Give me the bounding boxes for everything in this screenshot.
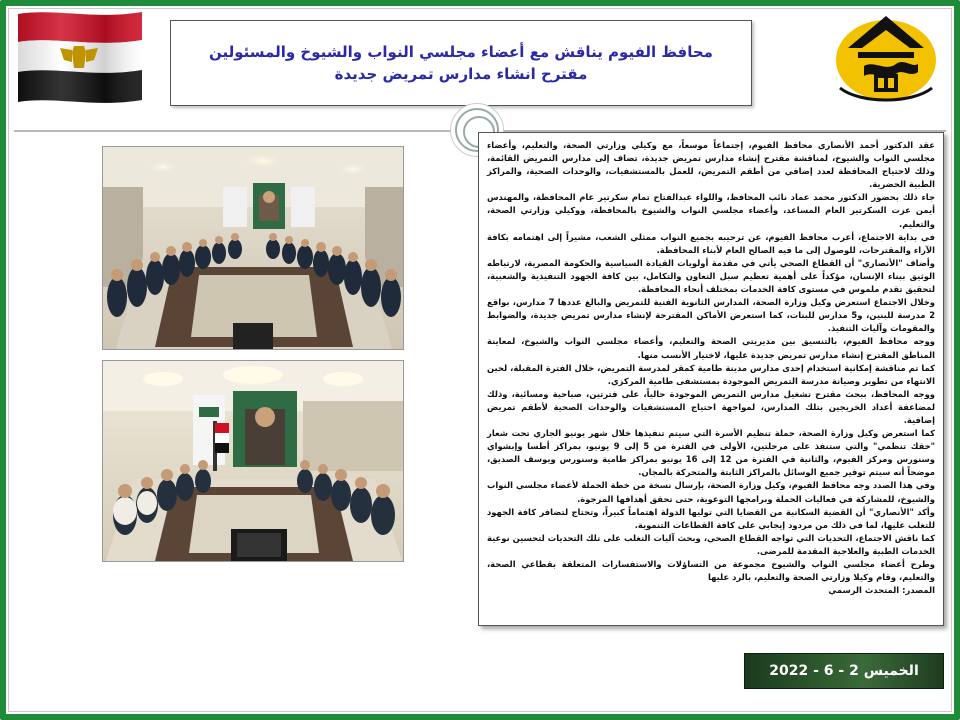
article-paragraph: وطرح أعضاء مجلسي النواب والشيوخ مجموعة من التساؤلات والاستفسارات المتعلقة بقطاعي الصحة، والتعليم، وقام وكيلا وزارتي الصحة والتعليم، بالرد عليها bbox=[487, 559, 935, 583]
meeting-photo-2 bbox=[102, 360, 404, 562]
publication-date: الخميس 2 - 6 - 2022 bbox=[769, 663, 919, 679]
article-paragraph: عقد الدكتور أحمد الأنصاري محافظ الفيوم، إجتماعاً موسعاً، مع وكيلي وزارتي الصحة، والتعليم، وأعضاء مجلسي النواب والشيوخ، لمناقشة مقترح إنشاء مدارس تمريض جديدة، تضاف إلى مدارس التمريض القائمة، وذلك لاحتياج المحافظة لعدد إضافي من أطقم التمريض، للعمل بالمستشفيات، والوحدات الصحية، والمراكز الطبية الحضرية. bbox=[487, 140, 935, 190]
date-bar bbox=[744, 653, 944, 689]
egypt-flag-icon bbox=[14, 8, 146, 104]
article-paragraph: في بداية الاجتماع، أعرب محافظ الفيوم، عن ترحيبه بجميع النواب ممثلي الشعب، مشيراً إلى اهتمامه بكافة الآراء والمقترحات، للوصول إلى ما فيه الصالح العام لأبناء المحافظة. bbox=[487, 231, 935, 255]
meeting-photo-1 bbox=[102, 146, 404, 350]
article-paragraph: وأكد "الأنصاري" أن القضية السكانية من القضايا التي توليها الدولة اهتماماً كبيراً، وتحتاج لتضافر كافة الجهود للتغلب عليها، لما في ذلك من مردود إيجابي على كافة القطاعات التنموية. bbox=[487, 506, 935, 530]
article-paragraph: ووجه المحافظ، ببحث مقترح تشغيل مدارس التمريض الموجودة حالياً، على فترتين، صباحية ومسائية، وذلك لمضاعفة أعداد الخريجين بتلك المدارس، لمواجهة احتياج المستشفيات والوحدات الصحية لأطقم تمريض إضافية. bbox=[487, 388, 935, 425]
headline-box bbox=[170, 20, 752, 106]
fayoum-governorate-emblem-icon bbox=[830, 8, 942, 104]
article-paragraph: ووجه محافظ الفيوم، بالتنسيق بين مديريتي الصحة والتعليم، وأعضاء مجلسي النواب والشيوخ، لمعاينة المناطق المقترح إنشاء مدارس تمريض جديدة عليها، لاختيار الأنسب منها. bbox=[487, 336, 935, 360]
article-paragraph: وخلال الاجتماع استعرض وكيل وزارة الصحة، المدارس الثانوية الفنية للتمريض والبالغ عددها 7 مدارس، بواقع 2 مدرسة للبنين، و5 مدارس للبنات، كما استعرض الأماكن المقترحة لإنشاء مدارس تمريض جديدة، والضوابط والمقومات وآليات التنفيذ. bbox=[487, 297, 936, 334]
headline: محافظ الفيوم يناقش مع أعضاء مجلسي النواب والشيوخ والمسئولين مقترح انشاء مدارس تمريض جديدة bbox=[209, 43, 713, 83]
article-paragraph: وفي هذا الصدد وجه محافظ الفيوم، وكيل وزارة الصحة، بإرسال نسخة من خطة الحملة لأعضاء مجلسي النواب والشيوخ، للمشاركة في فعاليات الحملة وبرامجها التوعوية، حتى تحقق أهدافها المرجوة. bbox=[487, 480, 935, 504]
article-paragraph: وأضاف "الأنصاري" أن القطاع الصحي يأتي في مقدمة أولويات القيادة السياسية والحكومة المصرية، لارتباطه الوثيق ببناء الإنسان، مؤكداً على أهمية تعظيم سبل التعاون والتكامل، بين كافة الجهود التنفيذية والشعبية، لتحقيق تقدم ملموس في مستوى كافة الخدمات بمختلف أنحاء المحافظة. bbox=[487, 257, 935, 295]
article-source: المصدر: المتحدث الرسمي bbox=[828, 585, 935, 596]
article-paragraph: كما استعرض وكيل وزارة الصحة، حملة تنظيم الأسرة التي سيتم تنفيذها خلال شهر يونيو الجاري تحت شعار "حقك تنظمي" والتي ستنفذ على مرحلتين، الأولى في الفترة من 5 إلى 9 يونيو، بمراكز أطسا وإبشواي وسنورس ومركز الفيوم، والثانية في الفترة من 12 إلى 16 يونيو بمراكز طامية وسنورس ويوسف الصديق، موضحاً أنه سيتم توفير جميع الوسائل بالمراكز الثابتة والمتحركة بالمجان. bbox=[487, 428, 935, 478]
meeting-photo-2-image bbox=[103, 361, 404, 562]
article-paragraph: كما ناقش الاجتماع، التحديات التي تواجه القطاع الصحي، وبحث آليات التغلب على تلك التحديات لتحسين نوعية الخدمات الطبية والعلاجية المقدمة للمرضى. bbox=[487, 532, 935, 556]
meeting-photo-1-image bbox=[103, 147, 404, 350]
article-paragraph: جاء ذلك بحضور الدكتور محمد عماد نائب المحافظ، واللواء عبدالفتاح تمام سكرتير عام المحافظة، والمهندس أيمن عزت السكرتير العام المساعد، وأعضاء مجلسي النواب والشيوخ بالمحافظة، ووكيلي وزارتي الصحة، والتعليم. bbox=[487, 192, 935, 229]
article-paragraph: كما تم مناقشة إمكانية استخدام إحدى مدارس مدينة طامية كمقر لمدرسة التمريض، خلال الفترة المقبلة، لحين الانتهاء من تطوير وصيانة مدرسة التمريض الموجودة بمستشفى طامية المركزي. bbox=[487, 362, 935, 386]
article-body bbox=[487, 139, 935, 597]
article-box bbox=[478, 132, 944, 626]
